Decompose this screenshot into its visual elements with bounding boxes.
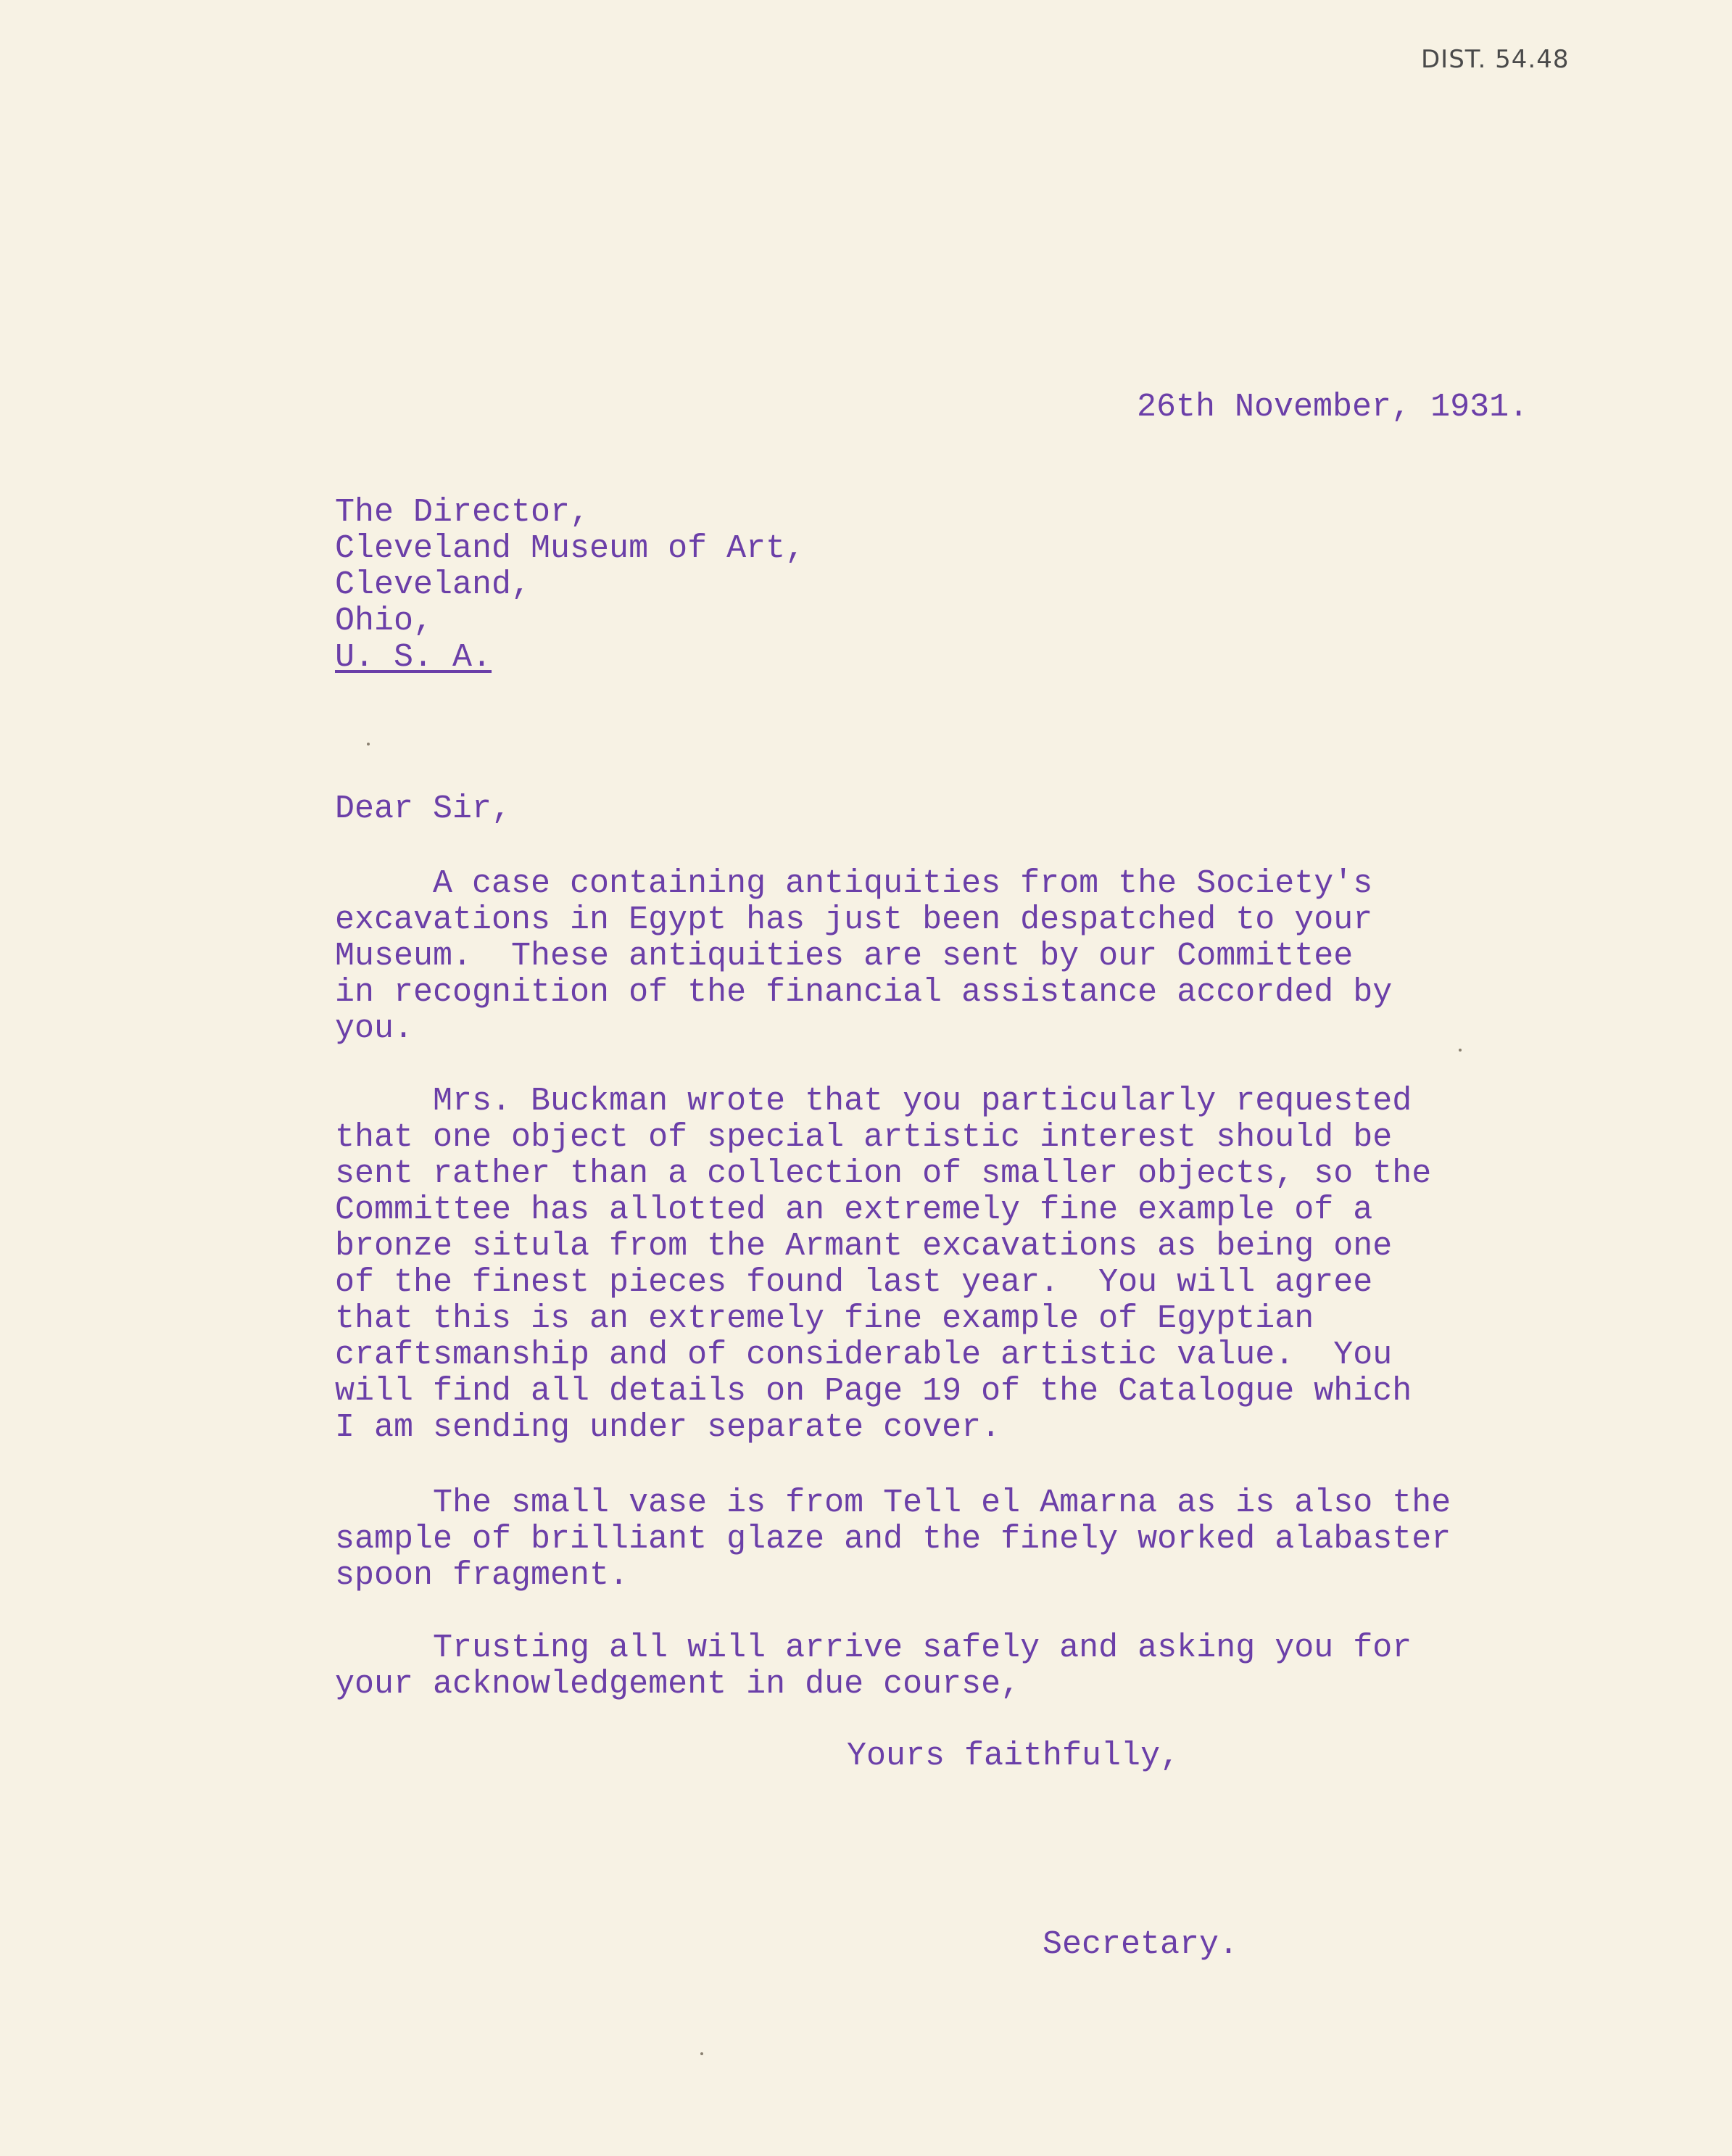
address-line: U. S. A.: [335, 639, 492, 676]
recipient-address: [335, 495, 805, 676]
address-line: Cleveland,: [335, 566, 531, 603]
paragraph-line: Museum. These antiquities are sent by our Committee: [335, 938, 1354, 975]
paragraph-line: spoon fragment.: [335, 1557, 629, 1594]
archive-stamp: DIST. 54.48: [1421, 45, 1570, 74]
paragraph-1: [335, 866, 1392, 1047]
paragraph-2: [335, 1083, 1431, 1446]
paragraph-line: Trusting all will arrive safely and asking you for: [335, 1630, 1412, 1666]
address-line: Cleveland Museum of Art,: [335, 530, 805, 567]
paragraph-line: craftsmanship and of considerable artistic value. You: [335, 1337, 1393, 1374]
paragraph-line: in recognition of the financial assistance accorded by: [335, 974, 1393, 1011]
paragraph-line: Committee has allotted an extremely fine example of a: [335, 1191, 1373, 1228]
paragraph-3: [335, 1485, 1451, 1594]
paragraph-line: sent rather than a collection of smaller objects, so the: [335, 1155, 1432, 1192]
salutation: Dear Sir,: [335, 790, 512, 827]
paragraph-line: sample of brilliant glaze and the finely worked alabaster: [335, 1521, 1451, 1558]
paragraph-line: I am sending under separate cover.: [335, 1409, 1001, 1446]
closing: Yours faithfully,: [847, 1738, 1180, 1775]
paragraph-line: that one object of special artistic interest should be: [335, 1119, 1393, 1156]
paragraph-line: of the finest pieces found last year. You will agree: [335, 1264, 1373, 1301]
letter-date: 26th November, 1931.: [1137, 389, 1529, 426]
address-line: The Director,: [335, 494, 590, 531]
paper-speck: [367, 743, 370, 745]
address-line: Ohio,: [335, 603, 434, 640]
paper-speck: [700, 2052, 703, 2055]
paragraph-line: excavations in Egypt has just been despatched to your: [335, 901, 1373, 938]
paragraph-line: you.: [335, 1010, 414, 1047]
paragraph-line: bronze situla from the Armant excavations as being one: [335, 1228, 1393, 1265]
signature-title: Secretary.: [1043, 1926, 1239, 1963]
paragraph-line: The small vase is from Tell el Amarna as is also the: [335, 1484, 1451, 1521]
paragraph-4: [335, 1630, 1412, 1703]
paragraph-line: that this is an extremely fine example of Egyptian: [335, 1300, 1314, 1337]
paragraph-line: your acknowledgement in due course,: [335, 1666, 1021, 1703]
paragraph-line: will find all details on Page 19 of the Catalogue which: [335, 1373, 1412, 1410]
paragraph-line: Mrs. Buckman wrote that you particularly requested: [335, 1083, 1412, 1120]
paper-speck: [1459, 1049, 1462, 1052]
paragraph-line: A case containing antiquities from the Society's: [335, 865, 1373, 902]
